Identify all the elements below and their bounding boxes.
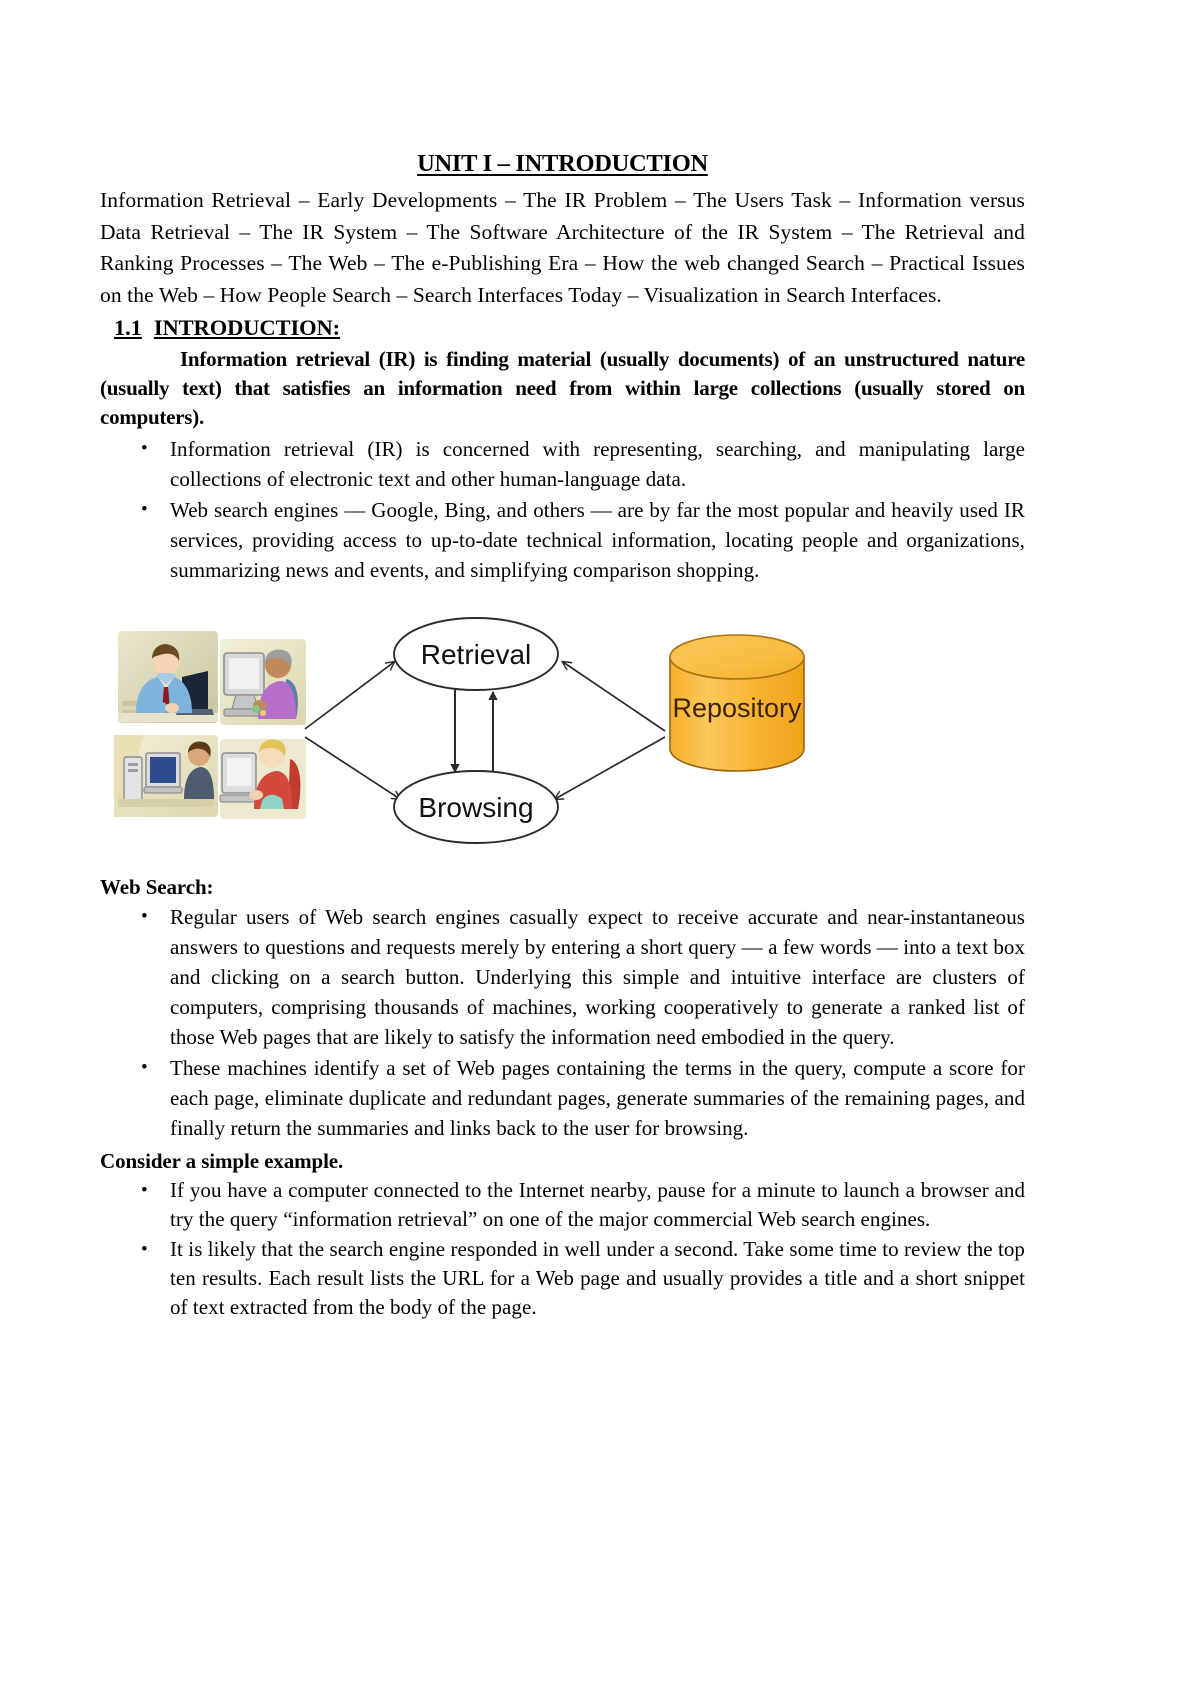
section-title: INTRODUCTION: xyxy=(153,315,341,340)
example-heading: Consider a simple example. xyxy=(100,1149,344,1173)
bullet-icon: • xyxy=(141,1180,148,1201)
diagram-canvas xyxy=(100,609,1025,845)
arrow-repository-to-browsing xyxy=(555,737,665,799)
bullet-icon: • xyxy=(141,499,148,520)
page-content xyxy=(100,150,1025,1322)
list-item-text: Regular users of Web search engines casually expect to receive accurate and near-instantaneous answers to questions and requests merely by entering a short query — a few words — into a text box and clicking on a search button. Underlying this simple and intuitive interface are clusters of computers, comprising thousands of machines, working cooperatively to generate a ranked list of those Web pages that are likely to satisfy the information need embodied in the query. xyxy=(170,905,1025,1049)
bullet-icon: • xyxy=(141,438,148,459)
ir-process-diagram xyxy=(100,609,1025,845)
list-item xyxy=(100,434,1025,494)
section-number: 1.1 xyxy=(114,315,142,340)
web-search-bullet-list xyxy=(100,902,1025,1143)
list-item-text: If you have a computer connected to the Internet nearby, pause for a minute to launch a browser and try the query “information retrieval” on one of the major commercial Web search engines. xyxy=(170,1178,1025,1231)
example-bullet-list xyxy=(100,1176,1025,1322)
list-item-text: Information retrieval (IR) is concerned with representing, searching, and manipulating large collections of electronic text and other human-language data. xyxy=(170,437,1025,491)
clipart-person-in-red xyxy=(220,739,306,819)
clipart-man-with-laptop xyxy=(118,631,218,723)
list-item-text: Web search engines — Google, Bing, and others — are by far the most popular and heavily used IR services, providing access to up-to-date technical information, locating people and organizations, summarizing news and events, and simplifying comparison shopping. xyxy=(170,498,1025,582)
bullet-icon: • xyxy=(141,1057,148,1078)
list-item-text: It is likely that the search engine responded in well under a second. Take some time to review the top ten results. Each result lists the URL for a Web page and usually provides a title and a short snippet of text extracted from the body of the page. xyxy=(170,1237,1025,1319)
web-search-heading: Web Search: xyxy=(100,875,214,899)
browsing-node-label: Browsing xyxy=(418,792,534,823)
arrow-repository-to-retrieval xyxy=(563,662,665,731)
intro-bullet-list xyxy=(100,434,1025,585)
bullet-icon: • xyxy=(141,906,148,927)
list-item xyxy=(100,902,1025,1052)
section-heading xyxy=(100,315,1025,341)
list-item xyxy=(100,1176,1025,1234)
bullet-icon: • xyxy=(141,1239,148,1260)
arrow-people-to-retrieval xyxy=(305,662,394,729)
repository-node-label: Repository xyxy=(672,693,802,723)
list-item xyxy=(100,495,1025,585)
arrow-people-to-browsing xyxy=(305,737,400,799)
clipart-person-at-desktop xyxy=(114,735,218,817)
retrieval-node-label: Retrieval xyxy=(420,639,532,670)
list-item-text: These machines identify a set of Web pages containing the terms in the query, compute a score for each page, eliminate duplicate and redundant pages, generate summaries of the remaining pages, and finally return the summaries and links back to the user for browsing. xyxy=(170,1056,1025,1140)
list-item xyxy=(100,1053,1025,1143)
list-item xyxy=(100,1235,1025,1322)
page-title: UNIT I – INTRODUCTION xyxy=(417,150,708,177)
syllabus-paragraph: Information Retrieval – Early Developments – The IR Problem – The Users Task – Information versus Data Retrieval – The IR System – The Software Architecture of the IR System – The Retrieval and Ranking Processes – The Web – The e-Publishing Era – How the web changed Search – Practical Issues on the Web – How People Search – Search Interfaces Today – Visualization in Search Interfaces. xyxy=(100,188,1025,307)
clipart-woman-at-monitor xyxy=(220,639,306,725)
definition-paragraph: Information retrieval (IR) is finding material (usually documents) of an unstructured nature (usually text) that satisfies an information need from within large collections (usually stored on computers). xyxy=(100,347,1025,429)
